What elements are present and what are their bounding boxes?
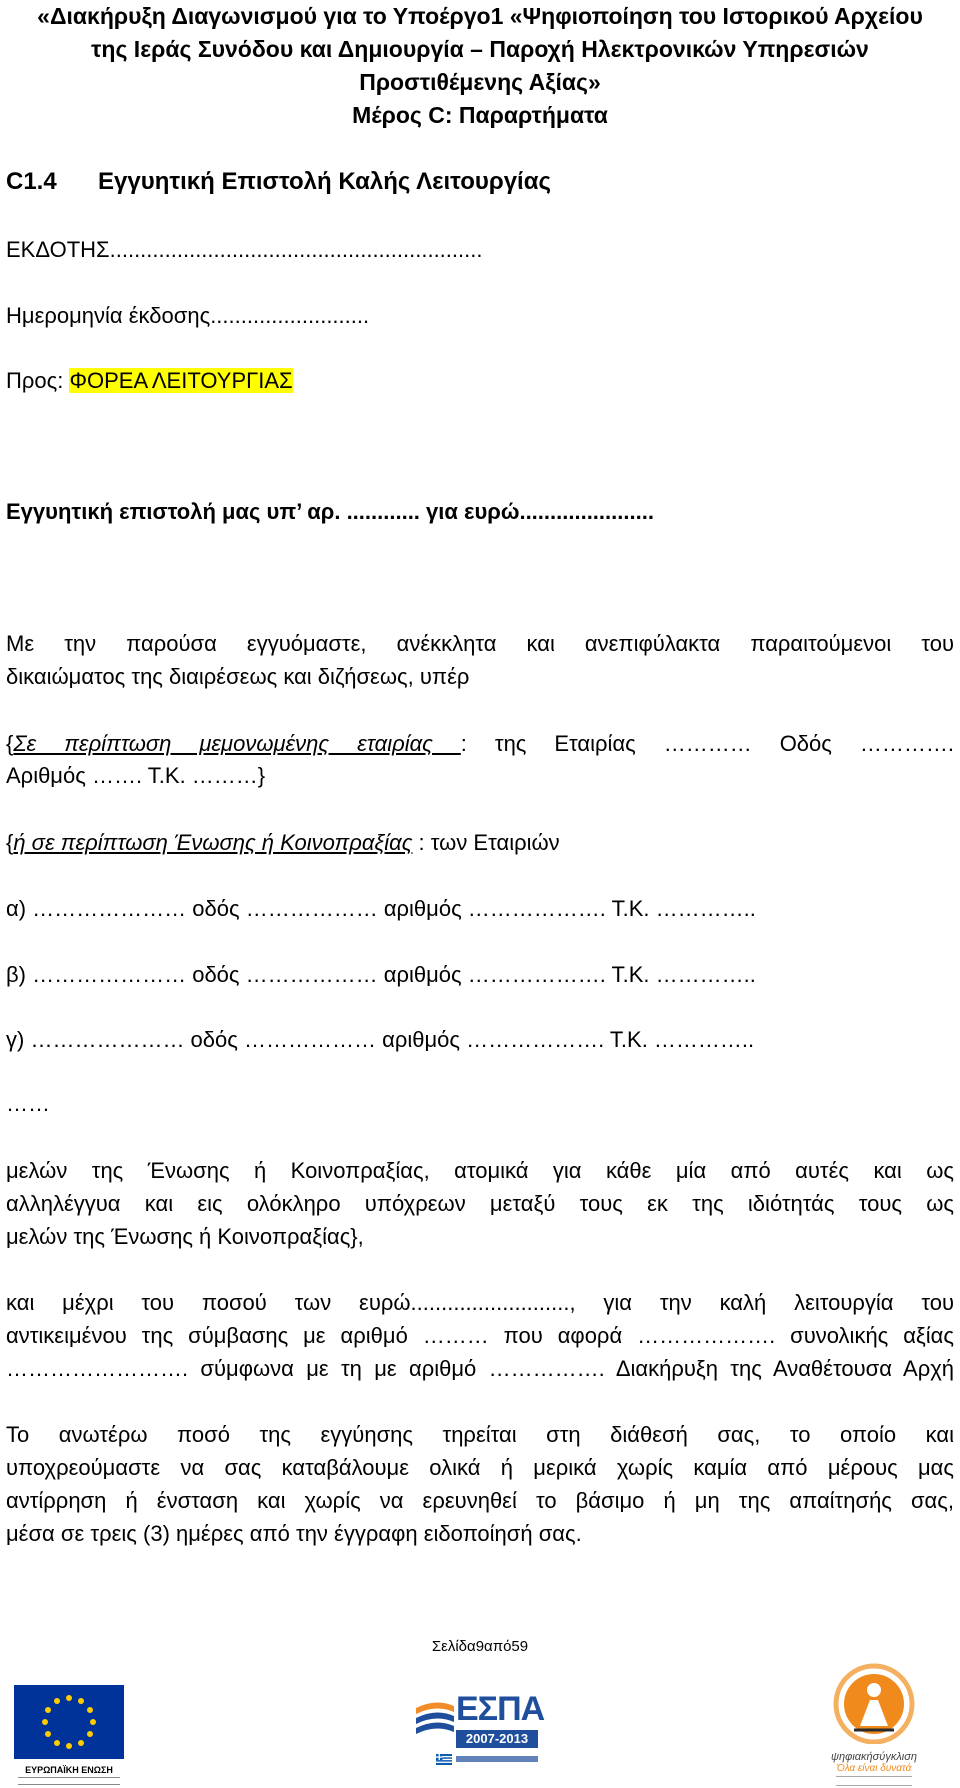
single-company-line-2: Αριθμός ……. Τ.Κ. ………} xyxy=(6,763,266,788)
issue-date-line: Ημερομηνία έκδοσης.......................... xyxy=(6,303,370,328)
para1-line-1: Με την παρούσα εγγυόμαστε, ανέκκλητα και ανεπιφύλακτα παραιτούμενοι του xyxy=(6,631,954,656)
para4-line-4: μέσα σε τρεις (3) ημέρες από την έγγραφη ειδοποίησή σας. xyxy=(6,1521,582,1546)
eu-subcaption-lines xyxy=(18,1777,120,1785)
para2-line-1: μελών της Ένωσης ή Κοινοπραξίας, ατομικά για κάθε μία από αυτές και ως xyxy=(6,1158,954,1183)
para2-line-2: αλληλέγγυα και εις ολόκληρο υπόχρεων μεταξύ τους εκ της ιδιότητάς τους ως xyxy=(6,1191,954,1216)
recipient-label: Προς: xyxy=(6,368,70,393)
espa-name: ΕΣΠΑ xyxy=(456,1690,545,1728)
eu-logo xyxy=(14,1685,124,1785)
greek-flag-icon xyxy=(436,1754,452,1765)
union-rest: : των Εταιριών xyxy=(412,830,560,855)
para1-line-2: δικαιώματος της διαιρέσεως και διζήσεως, υπέρ xyxy=(6,664,470,689)
section-title: Εγγυητική Επιστολή Καλής Λειτουργίας xyxy=(98,168,551,195)
digital-convergence-tagline: Όλα είναι δυνατά xyxy=(836,1763,912,1774)
subject-line: Εγγυητική επιστολή μας υπ’ αρ. ............ για ευρώ...................... xyxy=(6,499,654,524)
recipient-highlight: ΦΟΡΕΑ ΛΕΙΤΟΥΡΓΙΑΣ xyxy=(69,368,293,393)
single-company-rest: : της Εταιρίας ………… Οδός …………. xyxy=(460,731,954,756)
para3-line-2: αντικειμένου της σύμβασης με αριθμό ……… που αφορά ………………. συνολικής αξίας xyxy=(6,1323,954,1348)
recipient-line xyxy=(6,368,293,394)
para2-line-3: μελών της Ένωσης ή Κοινοπραξίας}, xyxy=(6,1224,364,1249)
doc-header-line-1: «Διακήρυξη Διαγωνισμού για το Υποέργο1 «Ψηφιοποίηση του Ιστορικού Αρχείου xyxy=(37,3,923,29)
eu-label: ΕΥΡΩΠΑΪΚΗ ΕΝΩΣΗ xyxy=(25,1765,113,1775)
union-case-label: ή σε περίπτωση Ένωσης ή Κοινοπραξίας xyxy=(13,830,413,855)
issuer-line: ΕΚΔΟΤΗΣ............................................................. xyxy=(6,237,483,262)
member-line-a: α) ………………… οδός ……………… αριθμός ………………. Τ.Κ. ………….. xyxy=(6,896,756,921)
single-company-case-label: Σε περίπτωση μεμονωμένης εταιρίας xyxy=(13,731,461,756)
digital-convergence-logo xyxy=(826,1660,922,1786)
espa-logo xyxy=(412,1690,545,1772)
para3-line-3: ……………………. σύμφωνα με τη με αριθμό ……………. Διακήρυξη της Αναθέτουσα Αρχή xyxy=(6,1356,954,1381)
doc-header-line-4: Μέρος C: Παραρτήματα xyxy=(352,102,608,128)
para3-line-1: και μέχρι του ποσού των ευρώ.........................., για την καλή λειτουργία του xyxy=(6,1290,954,1315)
para4-line-1: Το ανωτέρω ποσό της εγγύησης τηρείται στη διάθεσή σας, το οποίο και xyxy=(6,1422,954,1447)
ellipsis-line: …… xyxy=(6,1091,50,1116)
single-brace: { xyxy=(6,731,14,756)
espa-swoosh-icon xyxy=(412,1696,458,1746)
espa-years: 2007-2013 xyxy=(456,1730,538,1748)
digital-convergence-label: ψηφιακήσύγκλιση xyxy=(831,1751,917,1763)
doc-header-line-2: της Ιεράς Συνόδου και Δημιουργία – Παροχή Ηλεκτρονικών Υπηρεσιών xyxy=(91,36,869,62)
digital-convergence-subcaption-lines xyxy=(836,1776,912,1786)
member-line-c: γ) ………………… οδός ……………… αριθμός ………………. Τ.Κ. ………….. xyxy=(6,1027,755,1052)
member-line-b: β) ………………… οδός ……………… αριθμός ………………. Τ.Κ. ………….. xyxy=(6,962,756,987)
page-number: Σελίδα9από59 xyxy=(431,1638,529,1655)
union-brace: { xyxy=(6,830,14,855)
eu-flag-icon xyxy=(14,1685,124,1759)
para4-line-3: αντίρρηση ή ένσταση και χωρίς να ερευνηθεί το βάσιμο ή μη της απαίτησής σας, xyxy=(6,1488,954,1513)
para4-line-2: υποχρεούμαστε να σας καταβάλουμε ολικά ή μερικά χωρίς καμία από μέρους μας xyxy=(6,1455,954,1480)
doc-header-line-3: Προστιθέμενης Αξίας» xyxy=(359,69,601,95)
union-line xyxy=(6,830,560,856)
espa-tagline-bar xyxy=(456,1756,538,1762)
single-company-line-1 xyxy=(6,731,954,757)
digital-convergence-emblem-icon xyxy=(826,1660,922,1744)
section-heading xyxy=(6,168,551,196)
section-number: C1.4 xyxy=(6,168,57,195)
